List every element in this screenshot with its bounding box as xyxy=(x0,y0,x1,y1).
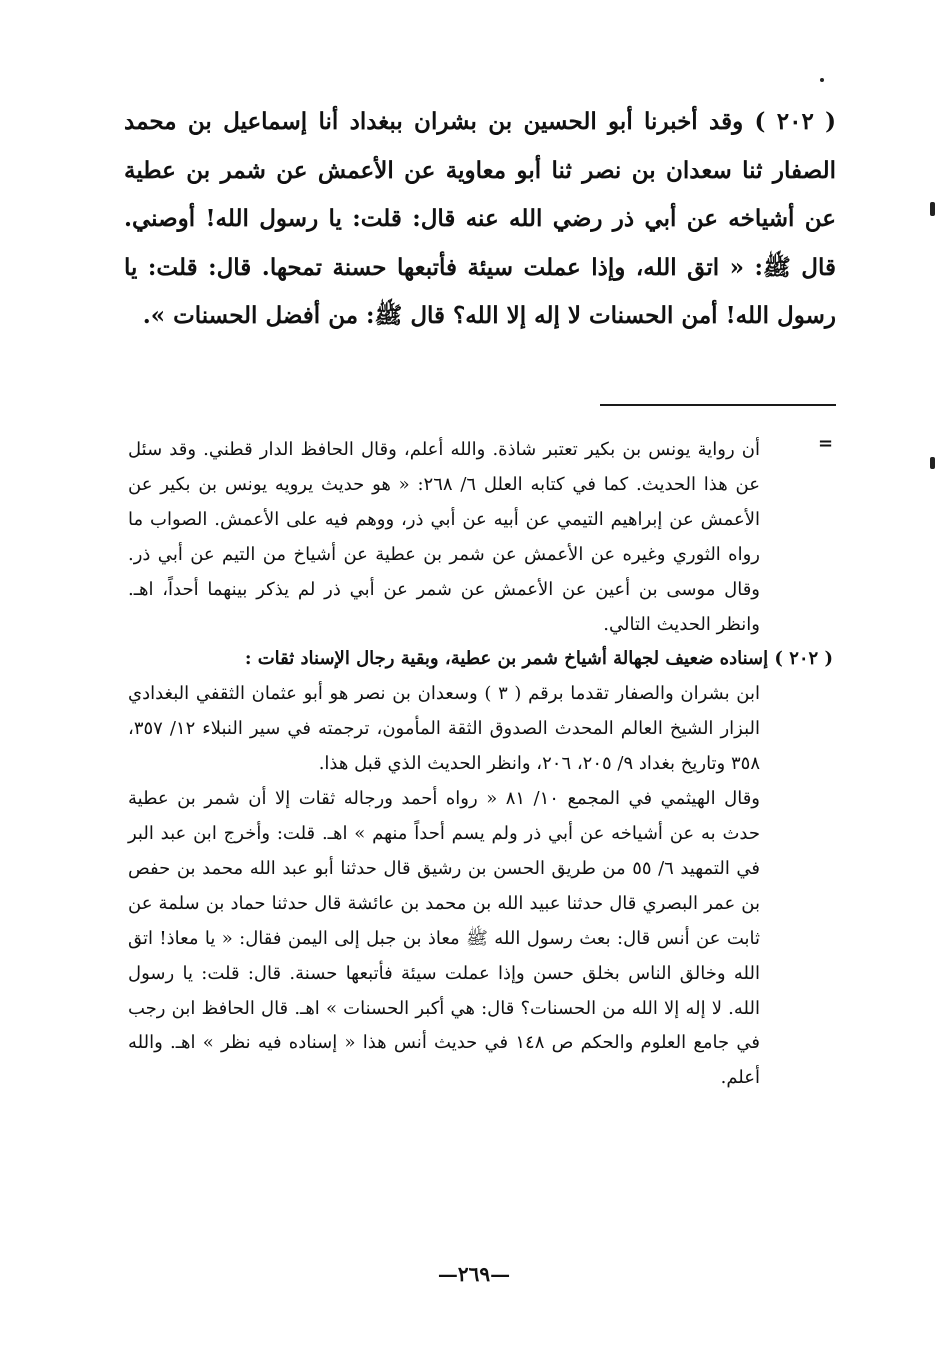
hadith-text xyxy=(124,98,836,341)
footnotes-section xyxy=(128,433,833,1096)
scan-speck xyxy=(930,202,935,216)
footnote-202-paragraph: ابن بشران والصفار تقدما برقم ( ٣ ) وسعدان بن نصر هو أبو عثمان الثقفي البغدادي البزار الشيخ العالم المحدث الصدوق الثقة المأمون، ترجمته في سير النبلاء ١٢/ ٣٥٧، ٣٥٨ وتاريخ بغداد ٩/ ٢٠٥، ٢٠٦، وانظر الحديث الذي قبل هذا. xyxy=(128,683,760,775)
footnote-continuation-mark: = xyxy=(818,433,834,454)
footnote-separator xyxy=(600,404,836,406)
footnote-202-heading: ( ٢٠٢ ) إسناده ضعيف لجهالة أشياخ شمر بن عطية، وبقية رجال الإسناد ثقات : xyxy=(244,648,833,670)
footnote-202-paragraph: وقال الهيثمي في المجمع ١٠/ ٨١ « رواه أحمد ورجاله ثقات إلا أن شمر بن عطية حدث به عن أشياخه عن أبي ذر ولم يسم أحداً منهم » اهـ. قلت: وأخرج ابن عبد البر في التمهيد ٦/ ٥٥ من طريق الحسن بن رشيق قال حدثنا أبو عبد الله محمد بن حفص بن عمر البصري قال حدثنا عبيد الله بن محمد بن عائشة قال حدثنا حماد بن سلمة عن ثابت عن أنس قال: بعث رسول الله ﷺ معاذ بن جبل إلى اليمن فقال: « يا معاذ! اتق الله وخالق الناس بخلق حسن وإذا عملت سيئة فأتبعها حسنة. قال: قلت: يا رسول الله. لا إله إلا الله من الحسنات؟ قال: هي أكبر الحسنات » اهـ. قال الحافظ ابن رجب في جامع العلوم والحكم ص ١٤٨ في حديث أنس هذا « إسناده فيه نظر » اهـ. والله أعلم. xyxy=(128,788,760,1089)
hadith-paragraph: ( ٢٠٢ ) وقد أخبرنا أبو الحسين بن بشران ببغداد أنا إسماعيل بن محمد الصفار ثنا سعدان بن نصر ثنا أبو معاوية عن الأعمش عن شمر بن عطية عن أشياخه عن أبي ذر رضي الله عنه قال: قلت: يا رسول الله! أوصني. قال ﷺ: « اتق الله، وإذا عملت سيئة فأتبعها حسنة تمحها. قال: قلت: يا رسول الله! أمن الحسنات لا إله إلا الله؟ قال ﷺ: من أفضل الحسنات ». xyxy=(124,108,837,329)
scan-speck xyxy=(820,78,824,82)
footnote-previous-continued: أن رواية يونس بن بكير تعتبر شاذة. والله أعلم، وقال الحافظ الدار قطني. وقد سئل عن هذا الحديث. كما في كتابه العلل ٦/ ٢٦٨: « هو حديث يرويه يونس بن بكير عن الأعمش عن إبراهيم التيمي عن أبيه عن أبي ذر، ووهم فيه على الأعمش. الصواب ما رواه الثوري وغيره عن الأعمش عن شمر بن عطية عن أشياخ من التيم عن أبي ذر. وقال موسى بن أعين عن الأعمش عن شمر عن أبي ذر لم يذكر بينهما أحداً، اهـ. وانظر الحديث التالي. xyxy=(128,439,760,635)
page-number: —٢٦٩— xyxy=(437,1262,511,1286)
scan-speck xyxy=(930,457,935,469)
